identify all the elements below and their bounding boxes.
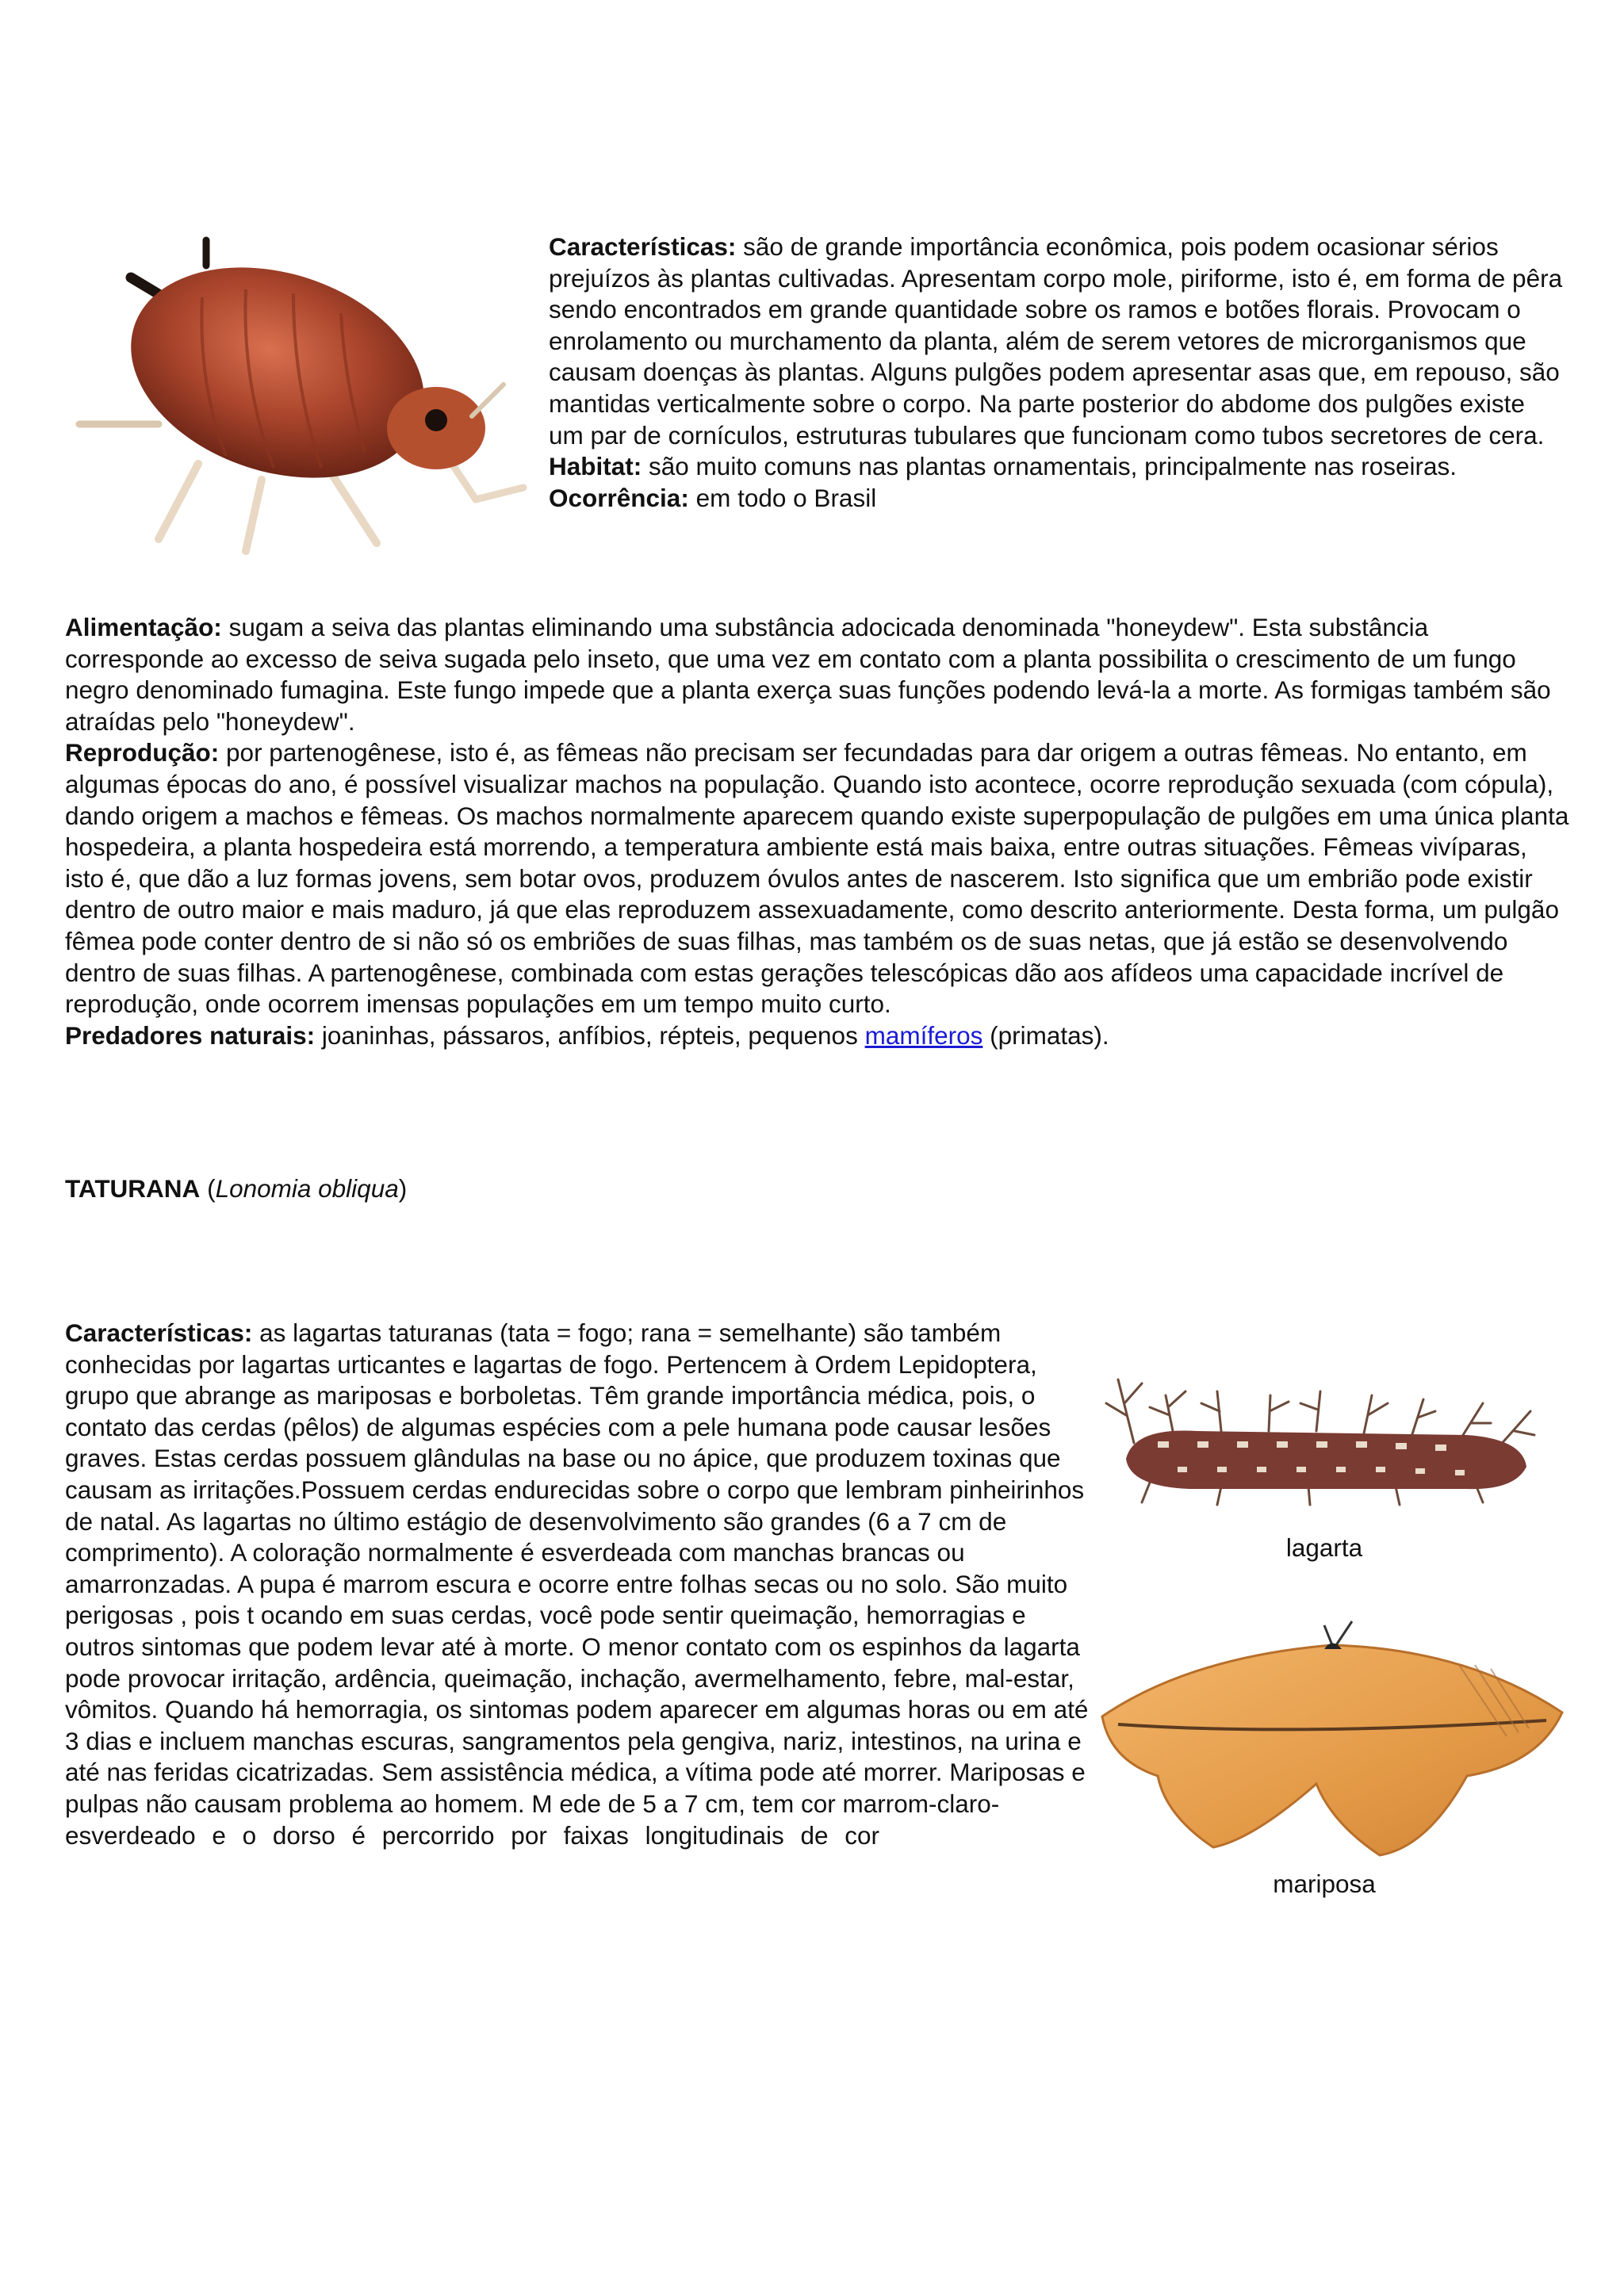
taturana-heading-open: ( bbox=[207, 1174, 216, 1203]
reproducao-text: por partenogênese, isto é, as fêmeas não precisam ser fecundadas para dar origem a outras fêmeas. No entanto, em algumas épocas do ano, é possível visualizar machos na população. Quando isto acontece, ocorre reprodução sexuada (com cópula), dando origem a machos e fêmeas. Os machos normalmente aparecem quando existe superpopulação de pulgões em uma única planta hospedeira, a planta hospedeira está morrendo, a temperatura ambiente está mais baixa, entre outras situações. Fêmeas vivíparas, isto é, que dão a luz formas jovens, sem botar ovos, produzem óvulos antes de nascerem. Isto significa que um embrião pode existir dentro de outro maior e mais maduro, já que elas reproduzem assexuadamente, como descrito anteriormente. Desta forma, um pulgão fêmea pode conter dentro de si não só os embriões de suas filhas, mas também os de suas netas, que já estão se desenvolvendo dentro de suas filhas. A partenogênese, combinada com estas gerações telescópicas dão aos afídeos uma capacidade incrível de reprodução, onde ocorrem imensas populações em um tempo muito curto. bbox=[65, 738, 1569, 1019]
habitat-label: Habitat: bbox=[549, 452, 642, 481]
taturana-characteristics-paragraph bbox=[65, 1318, 1090, 1851]
taturana-scientific-name: Lonomia obliqua bbox=[215, 1174, 399, 1203]
habitat-text: são muito comuns nas plantas ornamentais, principalmente nas roseiras. bbox=[649, 452, 1457, 481]
alimentacao-text: sugam a seiva das plantas eliminando uma substância adocicada denominada "honeydew". Esta substância corresponde ao excesso de seiva sugada pelo inseto, que uma vez em contato com a planta possibilita o crescimento de um fungo negro denominado fumagina. Este fungo impede que a planta exerça suas funções podendo levá-la a morte. As formigas também são atraídas pelo "honeydew". bbox=[65, 613, 1551, 736]
caterpillar-image bbox=[1102, 1348, 1546, 1506]
caption-lagarta: lagarta bbox=[1285, 1533, 1363, 1562]
aphid-image bbox=[63, 226, 539, 559]
taturana-heading-close: ) bbox=[398, 1174, 408, 1203]
ocorrencia-label: Ocorrência: bbox=[549, 483, 689, 512]
ocorrencia-text: em todo o Brasil bbox=[695, 483, 877, 512]
aphid-biology-paragraph bbox=[65, 612, 1572, 1051]
predadores-text: joaninhas, pássaros, anfíbios, répteis, pequenos bbox=[321, 1020, 858, 1050]
predadores-text-after: (primatas). bbox=[990, 1020, 1109, 1050]
caracteristicas-text: são de grande importância econômica, pois podem ocasionar sérios prejuízos às plantas cultivadas. Apresentam corpo mole, piriforme, isto é, em forma de pêra sendo encontrados em grande quantidade sobre os ramos e botões florais. Provocam o enrolamento ou murchamento da planta, além de serem vetores de microrganismos que causam doenças às plantas. Alguns pulgões podem apresentar asas que, em repouso, são mantidas verticalmente sobre o corpo. Na parte posterior do abdome dos pulgões existe um par de cornículos, estruturas tubulares que funcionam como tubos secretores de cera. bbox=[549, 232, 1563, 450]
predadores-label: Predadores naturais: bbox=[65, 1020, 316, 1050]
taturana-caracteristicas-text: as lagartas taturanas (tata = fogo; rana = semelhante) são também conhecidas por lagartas urticantes e lagartas de fogo. Pertencem à Ordem Lepidoptera, grupo que abrange as mariposas e borboletas. Têm grande importância médica, pois, o contato das cerdas (pêlos) de algumas espécies com a pele humana pode causar lesões graves. Estas cerdas possuem glândulas na base ou no ápice, que produzem toxinas que causam as irritações.Possuem cerdas endurecidas sobre o corpo que lembram pinheirinhos de natal. As lagartas no último estágio de desenvolvimento são grandes (6 a 7 cm de comprimento). A coloração normalmente é esverdeada com manchas brancas ou amarronzadas. A pupa é marrom escura e ocorre entre folhas secas ou no solo. São muito perigosas , pois t ocando em suas cerdas, você pode sentir queimação, hemorragias e outros sintomas que podem levar até à morte. O menor contato com os espinhos da lagarta pode provocar irritação, ardência, queimação, inchação, avermelhamento, febre, mal-estar, vômitos. Quando há hemorragia, os sintomas podem aparecer em algumas horas ou em até 3 dias e incluem manchas escuras, sangramentos pela gengiva, nariz, intestinos, na urina e até nas feridas cicatrizadas. Sem assistência médica, a vítima pode até morrer. Mariposas e pulpas não causam problema ao homem. M ede de 5 a 7 cm, tem cor marrom-claro- bbox=[65, 1318, 1089, 1818]
caption-mariposa: mariposa bbox=[1273, 1869, 1376, 1898]
mamiferos-link[interactable]: mamíferos bbox=[864, 1020, 983, 1050]
taturana-caracteristicas-label: Características: bbox=[65, 1318, 253, 1347]
reproducao-label: Reprodução: bbox=[65, 738, 220, 767]
taturana-heading-bold: TATURANA bbox=[65, 1174, 201, 1203]
taturana-heading bbox=[65, 1173, 407, 1205]
moth-image bbox=[1094, 1617, 1570, 1863]
taturana-last-line: esverdeado e o dorso é percorrido por faixas longitudinais de cor bbox=[65, 1820, 880, 1850]
alimentacao-label: Alimentação: bbox=[65, 613, 222, 641]
caracteristicas-label: Características: bbox=[549, 232, 737, 261]
aphid-characteristics-paragraph bbox=[549, 232, 1565, 514]
